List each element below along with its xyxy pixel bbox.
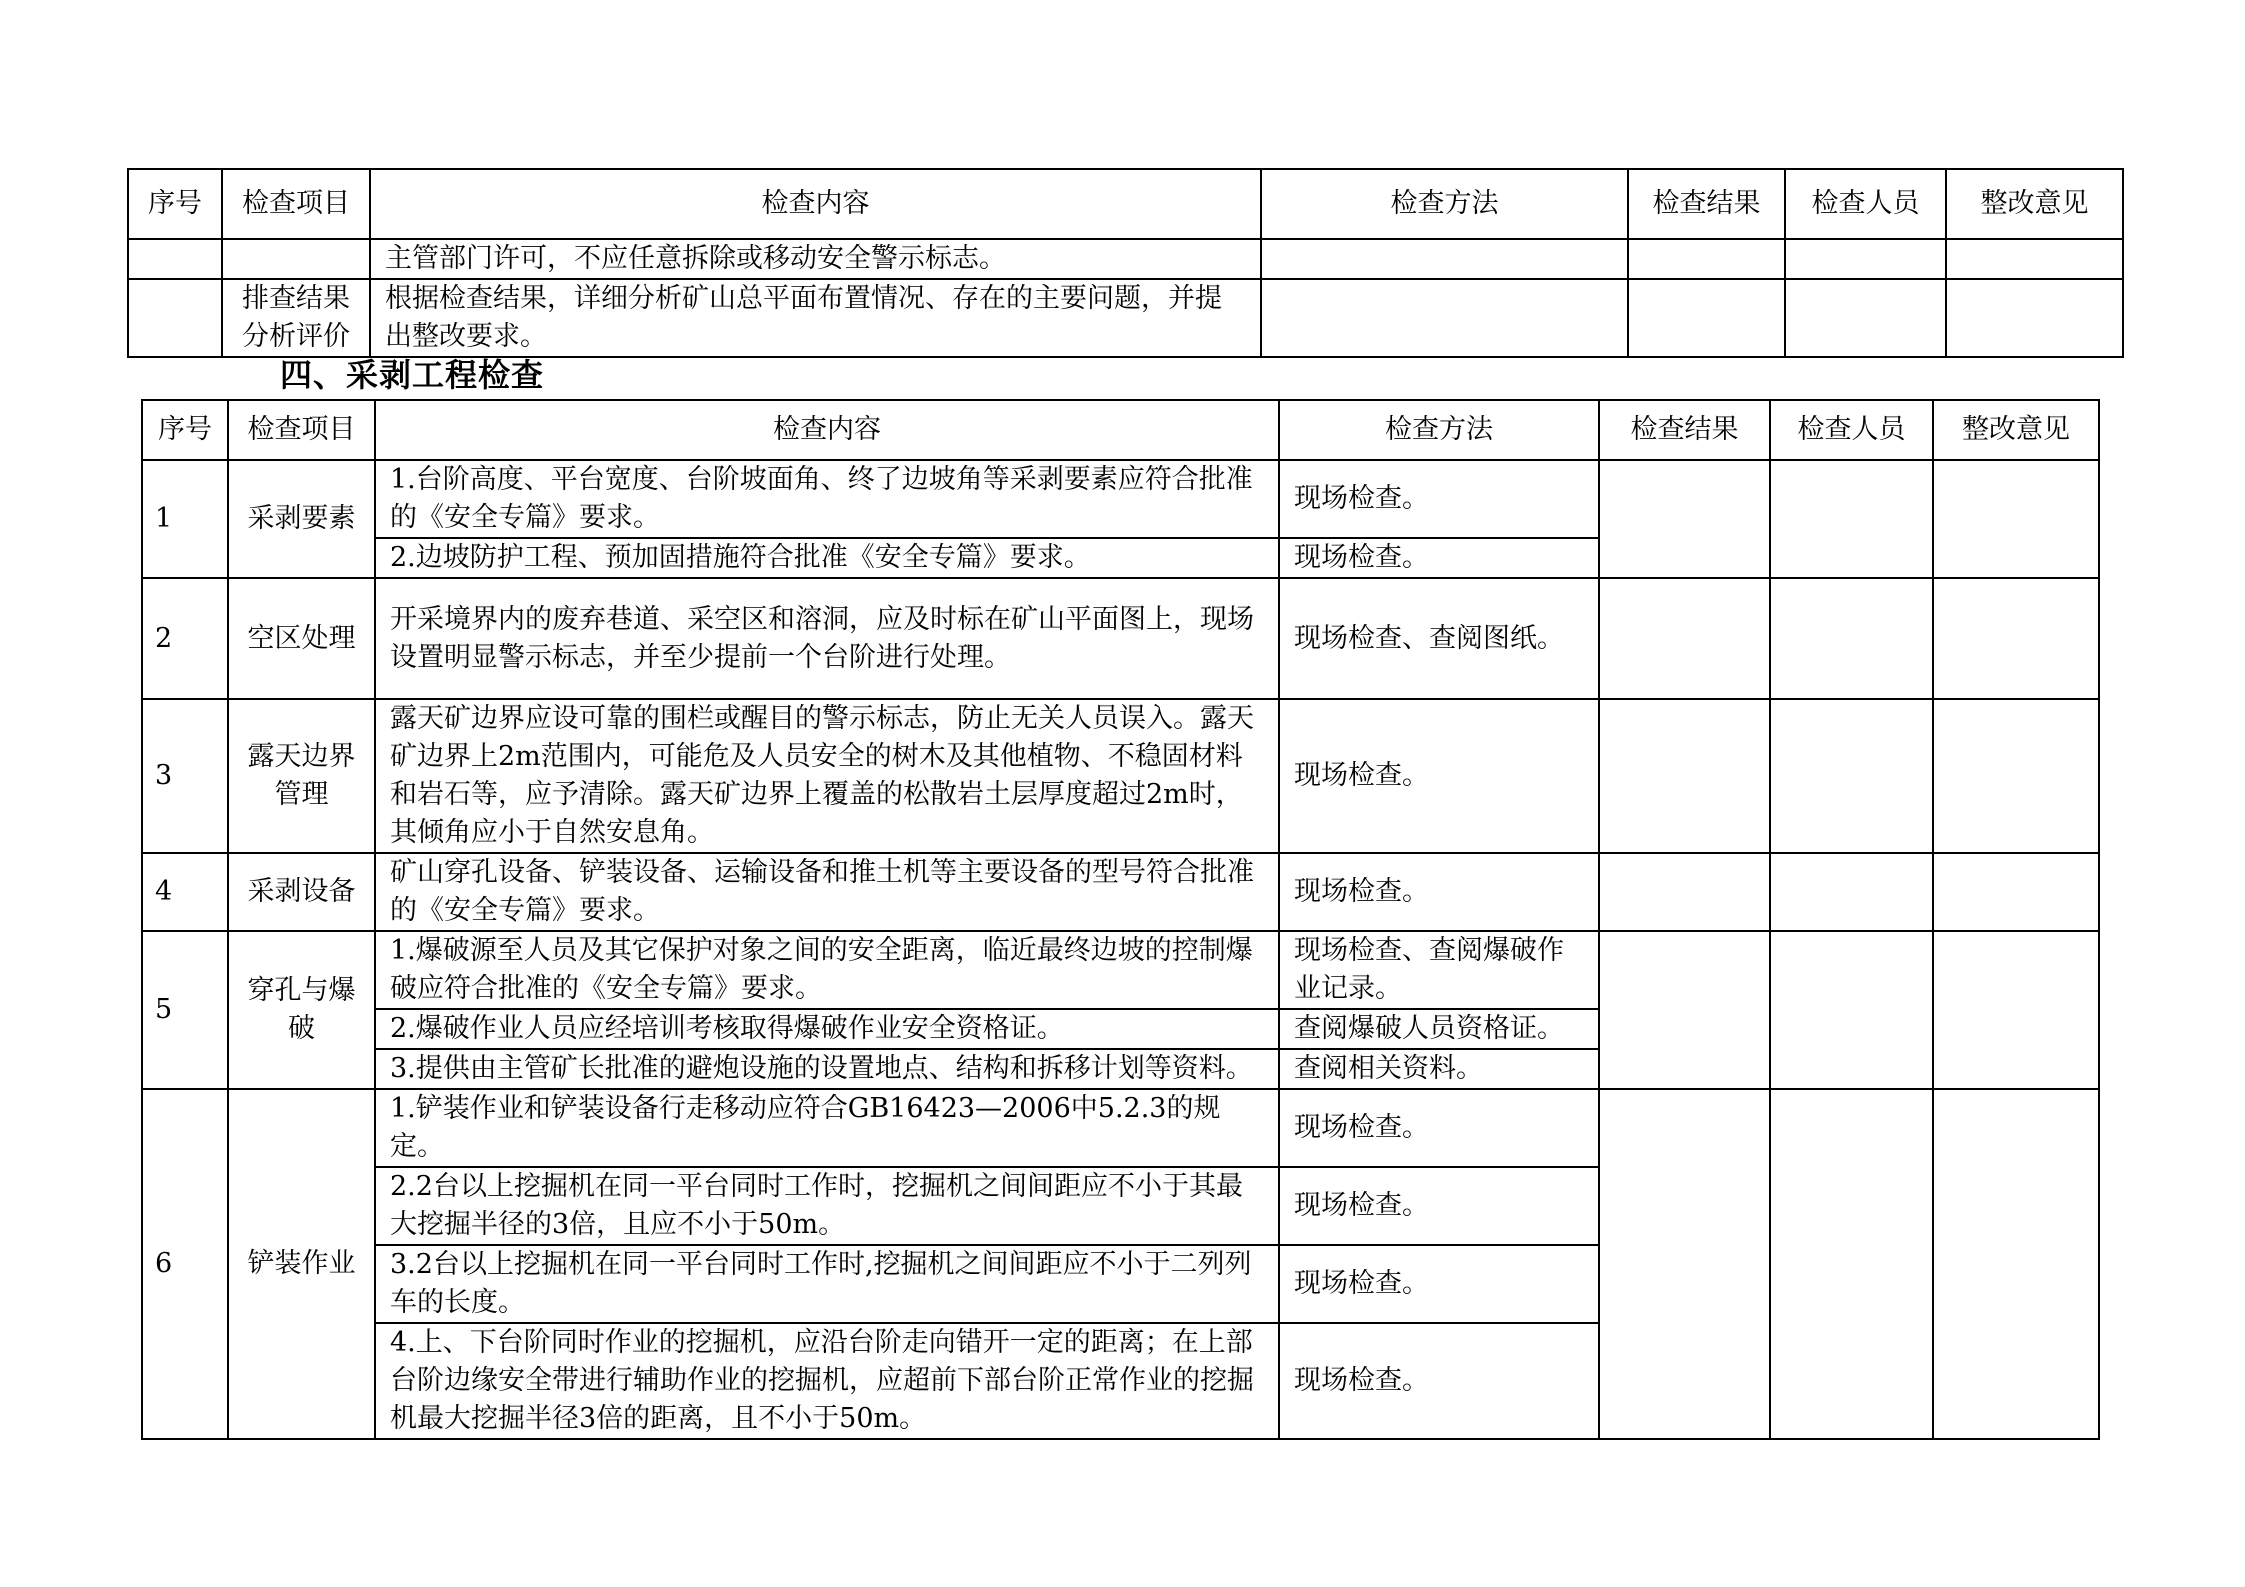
cell-method: 现场检查。	[1279, 460, 1599, 538]
cell-inspector	[1770, 578, 1933, 699]
cell-content: 2.2台以上挖掘机在同一平台同时工作时，挖掘机之间间距应不小于其最大挖掘半径的3倍，且应不小于50m。	[375, 1167, 1279, 1245]
cell-item: 穿孔与爆破	[228, 931, 375, 1089]
header-inspector: 检查人员	[1770, 400, 1933, 460]
cell-method: 现场检查、查阅图纸。	[1279, 578, 1599, 699]
cell-no	[128, 279, 222, 357]
cell-item: 空区处理	[228, 578, 375, 699]
cell-opinion	[1933, 699, 2099, 853]
header-result: 检查结果	[1599, 400, 1770, 460]
cell-content: 1.铲装作业和铲装设备行走移动应符合GB16423—2006中5.2.3的规定。	[375, 1089, 1279, 1167]
cell-no	[128, 239, 222, 279]
cell-method: 现场检查、查阅爆破作业记录。	[1279, 931, 1599, 1009]
cell-content: 1.台阶高度、平台宽度、台阶坡面角、终了边坡角等采剥要素应符合批准的《安全专篇》要求。	[375, 460, 1279, 538]
cell-inspector	[1770, 931, 1933, 1089]
cell-result	[1599, 578, 1770, 699]
cell-no: 4	[142, 853, 228, 931]
cell-inspector	[1770, 1089, 1933, 1439]
header-opinion: 整改意见	[1933, 400, 2099, 460]
cell-method: 现场检查。	[1279, 853, 1599, 931]
cell-item: 排查结果分析评价	[222, 279, 370, 357]
cell-content: 主管部门许可，不应任意拆除或移动安全警示标志。	[370, 239, 1261, 279]
header-item: 检查项目	[228, 400, 375, 460]
table-header-row	[128, 169, 2123, 239]
header-method: 检查方法	[1279, 400, 1599, 460]
cell-inspector	[1770, 460, 1933, 578]
cell-item: 采剥要素	[228, 460, 375, 578]
cell-result	[1628, 279, 1785, 357]
cell-opinion	[1933, 853, 2099, 931]
cell-method: 现场检查。	[1279, 538, 1599, 578]
cell-method	[1261, 279, 1628, 357]
cell-no: 1	[142, 460, 228, 578]
inspection-table-continued	[127, 168, 2124, 358]
cell-content: 2.边坡防护工程、预加固措施符合批准《安全专篇》要求。	[375, 538, 1279, 578]
header-opinion: 整改意见	[1946, 169, 2123, 239]
cell-method: 现场检查。	[1279, 1167, 1599, 1245]
header-item: 检查项目	[222, 169, 370, 239]
cell-inspector	[1770, 853, 1933, 931]
cell-no: 2	[142, 578, 228, 699]
cell-opinion	[1933, 578, 2099, 699]
cell-method: 现场检查。	[1279, 1245, 1599, 1323]
cell-opinion	[1933, 931, 2099, 1089]
cell-opinion	[1933, 460, 2099, 578]
cell-content: 3.2台以上挖掘机在同一平台同时工作时,挖掘机之间间距应不小于二列列车的长度。	[375, 1245, 1279, 1323]
cell-inspector	[1770, 699, 1933, 853]
table-row	[128, 239, 2123, 279]
table-row	[128, 279, 2123, 357]
section-title: 四、采剥工程检查	[280, 356, 545, 394]
cell-result	[1599, 460, 1770, 578]
cell-content: 2.爆破作业人员应经培训考核取得爆破作业安全资格证。	[375, 1009, 1279, 1049]
cell-inspector	[1785, 279, 1946, 357]
cell-result	[1599, 699, 1770, 853]
cell-item: 采剥设备	[228, 853, 375, 931]
cell-no: 5	[142, 931, 228, 1089]
cell-method: 现场检查。	[1279, 699, 1599, 853]
header-content: 检查内容	[370, 169, 1261, 239]
cell-opinion	[1933, 1089, 2099, 1439]
table-header-row	[142, 400, 2099, 460]
cell-content: 矿山穿孔设备、铲装设备、运输设备和推土机等主要设备的型号符合批准的《安全专篇》要求。	[375, 853, 1279, 931]
header-no: 序号	[128, 169, 222, 239]
cell-method	[1261, 239, 1628, 279]
inspection-table-mining	[141, 399, 2100, 1440]
cell-content: 3.提供由主管矿长批准的避炮设施的设置地点、结构和拆移计划等资料。	[375, 1049, 1279, 1089]
table-row	[142, 853, 2099, 931]
header-method: 检查方法	[1261, 169, 1628, 239]
cell-method: 查阅爆破人员资格证。	[1279, 1009, 1599, 1049]
table-row	[142, 578, 2099, 699]
table-row	[142, 1089, 2099, 1167]
cell-content: 露天矿边界应设可靠的围栏或醒目的警示标志，防止无关人员误入。露天矿边界上2m范围内，可能危及人员安全的树木及其他植物、不稳固材料和岩石等，应予清除。露天矿边界上覆盖的松散岩土层厚度超过2m时，其倾角应小于自然安息角。	[375, 699, 1279, 853]
cell-no: 6	[142, 1089, 228, 1439]
cell-item: 露天边界管理	[228, 699, 375, 853]
cell-method: 现场检查。	[1279, 1323, 1599, 1439]
cell-method: 查阅相关资料。	[1279, 1049, 1599, 1089]
cell-opinion	[1946, 239, 2123, 279]
cell-result	[1599, 853, 1770, 931]
cell-item	[222, 239, 370, 279]
cell-result	[1599, 931, 1770, 1089]
cell-opinion	[1946, 279, 2123, 357]
cell-content: 1.爆破源至人员及其它保护对象之间的安全距离，临近最终边坡的控制爆破应符合批准的《安全专篇》要求。	[375, 931, 1279, 1009]
cell-method: 现场检查。	[1279, 1089, 1599, 1167]
header-content: 检查内容	[375, 400, 1279, 460]
cell-inspector	[1785, 239, 1946, 279]
header-result: 检查结果	[1628, 169, 1785, 239]
cell-content: 根据检查结果，详细分析矿山总平面布置情况、存在的主要问题，并提出整改要求。	[370, 279, 1261, 357]
table-row	[142, 460, 2099, 538]
header-no: 序号	[142, 400, 228, 460]
table-row	[142, 931, 2099, 1009]
header-inspector: 检查人员	[1785, 169, 1946, 239]
cell-result	[1599, 1089, 1770, 1439]
cell-content: 4.上、下台阶同时作业的挖掘机，应沿台阶走向错开一定的距离；在上部台阶边缘安全带进行辅助作业的挖掘机，应超前下部台阶正常作业的挖掘机最大挖掘半径3倍的距离，且不小于50m。	[375, 1323, 1279, 1439]
cell-item: 铲装作业	[228, 1089, 375, 1439]
cell-no: 3	[142, 699, 228, 853]
cell-result	[1628, 239, 1785, 279]
cell-content: 开采境界内的废弃巷道、采空区和溶洞，应及时标在矿山平面图上，现场设置明显警示标志，并至少提前一个台阶进行处理。	[375, 578, 1279, 699]
table-row	[142, 699, 2099, 853]
